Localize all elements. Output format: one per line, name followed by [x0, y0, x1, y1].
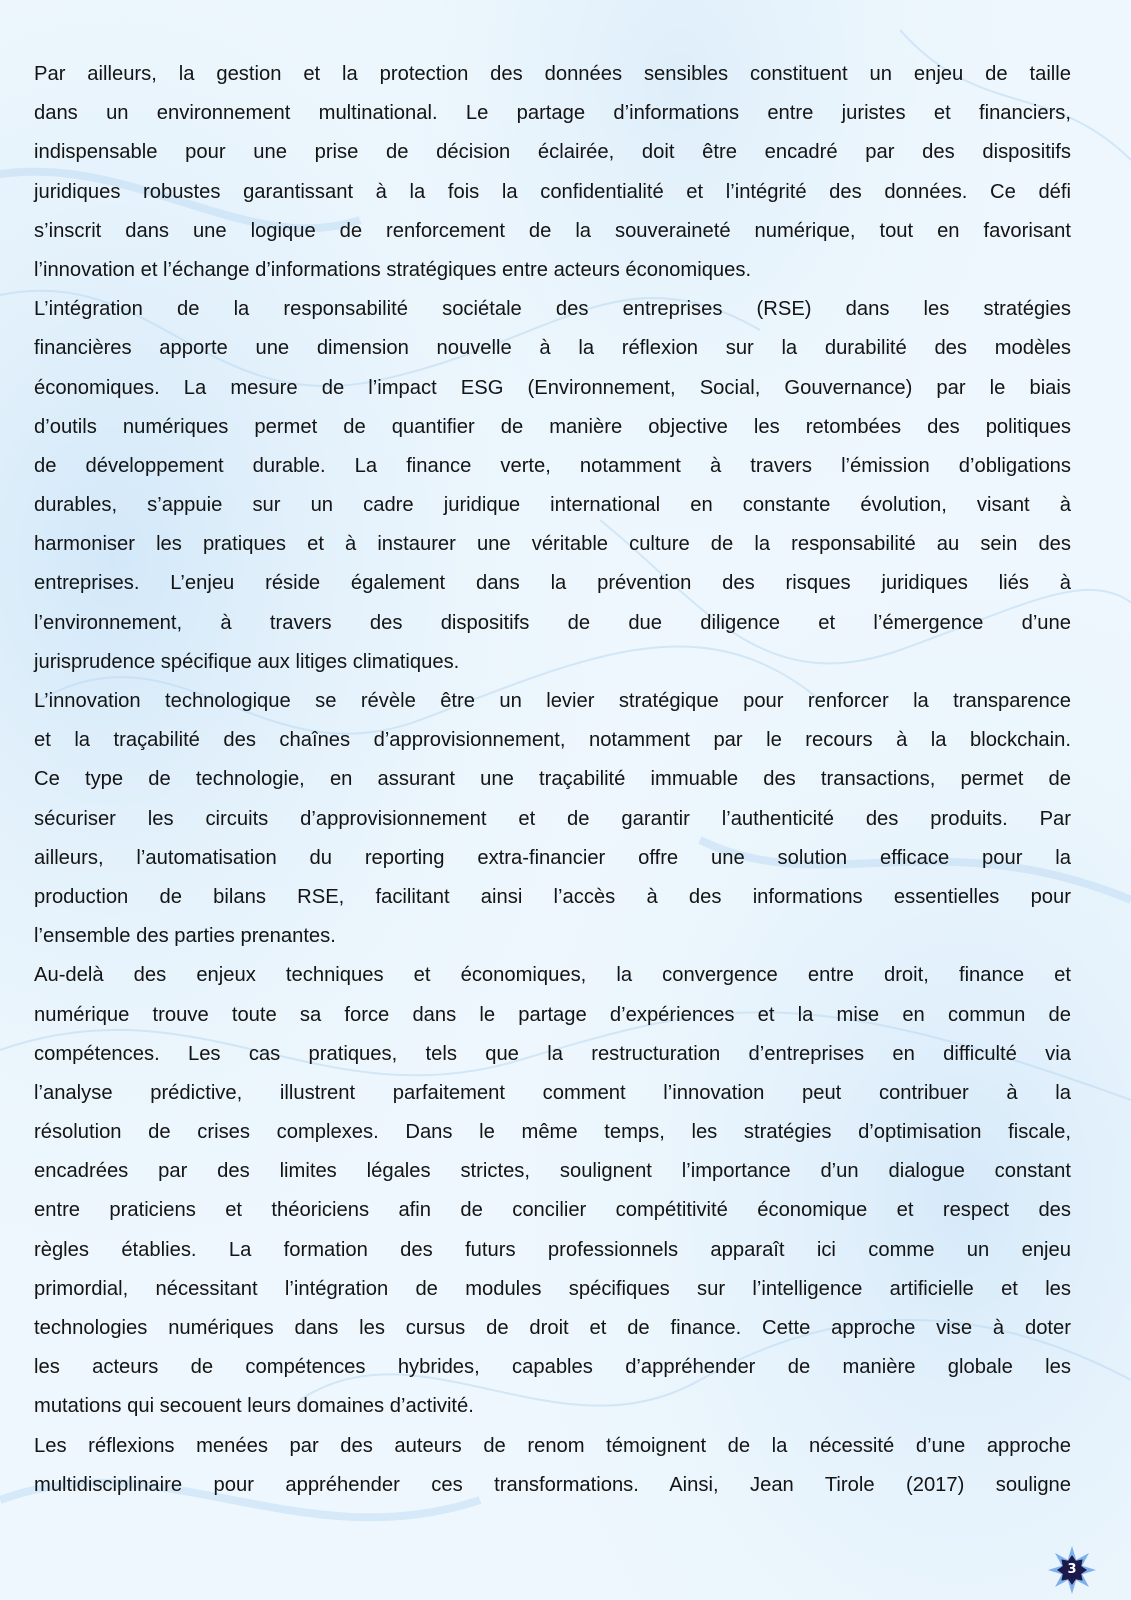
text-line: entreprises. L’enjeu réside également dans la prévention des risques juridiques liés à — [34, 572, 1071, 595]
text-line: et la traçabilité des chaînes d’approvisionnement, notamment par le recours à la blockchain. — [34, 729, 1071, 752]
text-line: dans un environnement multinational. Le partage d’informations entre juristes et financiers, — [34, 102, 1071, 125]
text-line: financières apporte une dimension nouvelle à la réflexion sur la durabilité des modèles — [34, 337, 1071, 360]
text-line: économiques. La mesure de l’impact ESG (Environnement, Social, Gouvernance) par le biais — [34, 376, 1071, 399]
paragraph — [34, 290, 1071, 682]
text-line: juridiques robustes garantissant à la fois la confidentialité et l’intégrité des données. Ce défi — [34, 180, 1071, 203]
text-line: production de bilans RSE, facilitant ainsi l’accès à des informations essentielles pour — [34, 885, 1071, 908]
text-line: jurisprudence spécifique aux litiges climatiques. — [34, 650, 460, 673]
text-line: s’inscrit dans une logique de renforcement de la souveraineté numérique, tout en favorisant — [34, 219, 1071, 242]
text-line: les acteurs de compétences hybrides, capables d’appréhender de manière globale les — [34, 1356, 1071, 1379]
paragraph — [34, 1427, 1071, 1505]
text-line: Par ailleurs, la gestion et la protection des données sensibles constituent un enjeu de taille — [34, 63, 1071, 85]
text-line: l’ensemble des parties prenantes. — [34, 925, 336, 948]
text-line: technologies numériques dans les cursus de droit et de finance. Cette approche vise à doter — [34, 1317, 1071, 1339]
text-line: l’analyse prédictive, illustrent parfaitement comment l’innovation peut contribuer à la — [34, 1081, 1071, 1104]
text-line: L’innovation technologique se révèle être un levier stratégique pour renforcer la transparence — [34, 690, 1071, 712]
text-line: règles établies. La formation des futurs professionnels apparaît ici comme un enjeu — [34, 1238, 1071, 1261]
text-line: sécuriser les circuits d’approvisionnement et de garantir l’authenticité des produits. Par — [34, 807, 1071, 830]
paragraph — [34, 55, 1071, 290]
document-body — [34, 55, 1071, 1505]
text-line: entre praticiens et théoriciens afin de concilier compétitivité économique et respect des — [34, 1199, 1071, 1222]
text-line: d’outils numériques permet de quantifier de manière objective les retombées des politiques — [34, 415, 1071, 438]
text-line: Ce type de technologie, en assurant une traçabilité immuable des transactions, permet de — [34, 768, 1071, 791]
text-line: mutations qui secouent leurs domaines d’activité. — [34, 1395, 474, 1418]
paragraph — [34, 956, 1071, 1426]
text-line: multidisciplinaire pour appréhender ces transformations. Ainsi, Jean Tirole (2017) souligne — [34, 1473, 1071, 1496]
text-line: Au-delà des enjeux techniques et économiques, la convergence entre droit, finance et — [34, 964, 1071, 987]
paragraph — [34, 682, 1071, 956]
page-number: 3 — [1067, 1562, 1077, 1577]
text-line: Les réflexions menées par des auteurs de renom témoignent de la nécessité d’une approche — [34, 1434, 1071, 1457]
text-line: encadrées par des limites légales strictes, soulignent l’importance d’un dialogue constant — [34, 1160, 1071, 1183]
text-line: résolution de crises complexes. Dans le même temps, les stratégies d’optimisation fiscale, — [34, 1121, 1071, 1144]
text-line: harmoniser les pratiques et à instaurer une véritable culture de la responsabilité au sein des — [34, 533, 1071, 556]
text-line: L’intégration de la responsabilité sociétale des entreprises (RSE) dans les stratégies — [34, 298, 1071, 321]
text-line: compétences. Les cas pratiques, tels que la restructuration d’entreprises en difficulté via — [34, 1042, 1071, 1065]
text-line: de développement durable. La finance verte, notamment à travers l’émission d’obligations — [34, 454, 1071, 477]
text-line: numérique trouve toute sa force dans le partage d’expériences et la mise en commun de — [34, 1003, 1071, 1026]
text-line: l’environnement, à travers des dispositifs de due diligence et l’émergence d’une — [34, 611, 1071, 634]
text-line: l’innovation et l’échange d’informations stratégiques entre acteurs économiques. — [34, 258, 752, 281]
text-line: primordial, nécessitant l’intégration de modules spécifiques sur l’intelligence artificielle et les — [34, 1277, 1071, 1300]
text-line: ailleurs, l’automatisation du reporting extra-financier offre une solution efficace pour la — [34, 846, 1071, 869]
text-line: durables, s’appuie sur un cadre juridique international en constante évolution, visant à — [34, 494, 1071, 517]
page-number-badge — [1047, 1545, 1097, 1595]
text-line: indispensable pour une prise de décision éclairée, doit être encadré par des dispositifs — [34, 141, 1071, 164]
